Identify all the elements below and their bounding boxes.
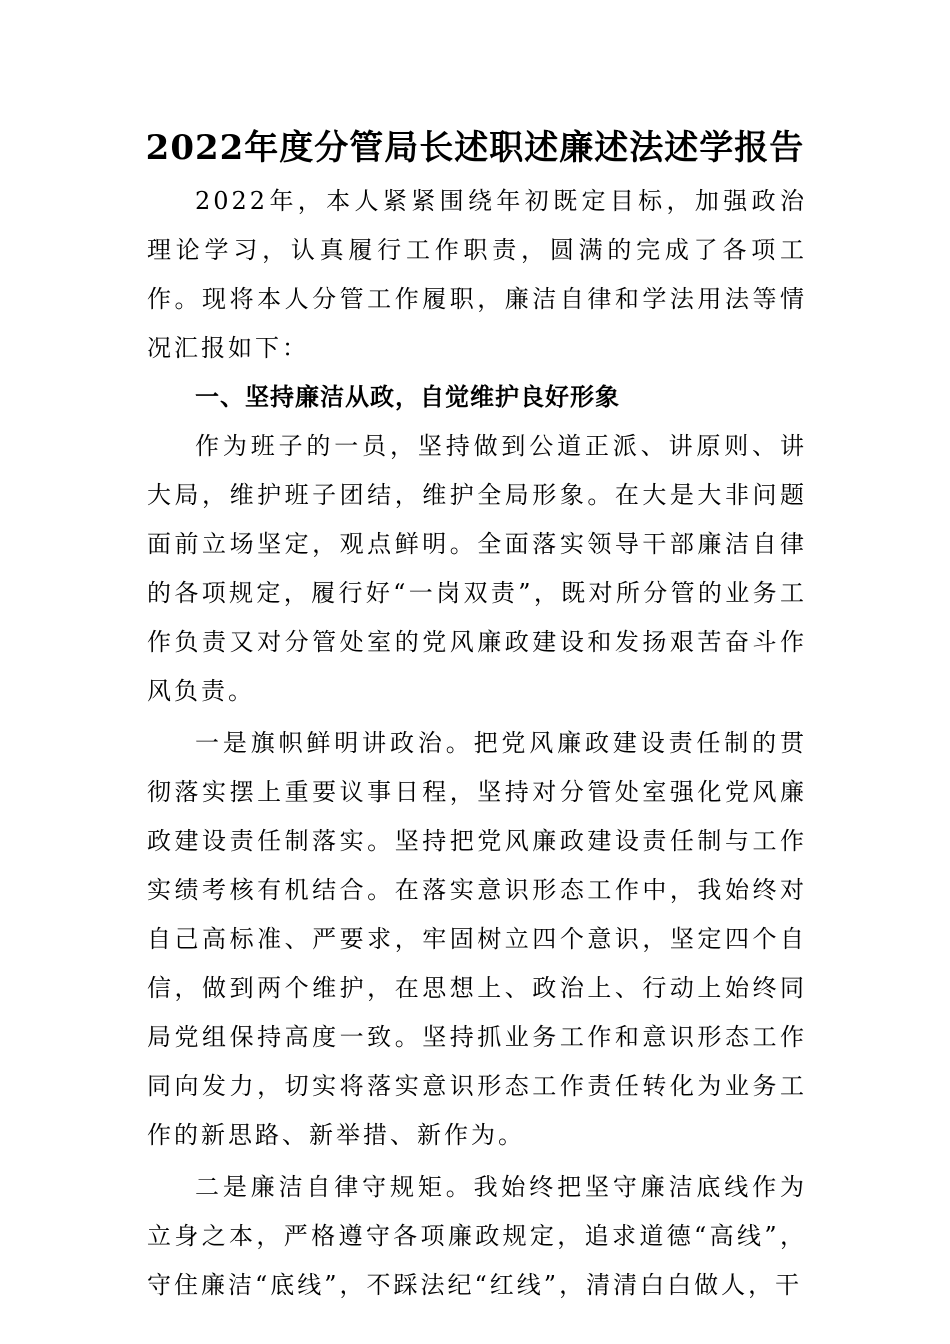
document-title: 2022年度分管局长述职述廉述法述学报告 <box>145 128 805 168</box>
section-heading: 一、坚持廉洁从政，自觉维护良好形象 <box>195 383 620 411</box>
document-body <box>147 177 807 1310</box>
paragraph-3: 二是廉洁自律守规矩。我始终把坚守廉洁底线作为立身之本，严格遵守各项廉政规定，追求道德“高线”，守住廉洁“底线”，不踩法纪“红线”，清清白白做人，干 <box>147 1173 807 1299</box>
intro-paragraph: 2022年，本人紧紧围绕年初既定目标，加强政治理论学习，认真履行工作职责，圆满的完成了各项工作。现将本人分管工作履职，廉洁自律和学法用法等情况汇报如下： <box>147 187 807 362</box>
paragraph-2: 一是旗帜鲜明讲政治。把党风廉政建设责任制的贯彻落实摆上重要议事日程，坚持对分管处室强化党风廉政建设责任制落实。坚持把党风廉政建设责任制与工作实绩考核有机结合。在落实意识形态工作中，我始终对自己高标准、严要求，牢固树立四个意识，坚定四个自信，做到两个维护，在思想上、政治上、行动上始终同局党组保持高度一致。坚持抓业务工作和意识形态工作同向发力，切实将落实意识形态工作责任转化为业务工作的新思路、新举措、新作为。 <box>147 729 807 1149</box>
paragraph-1: 作为班子的一员，坚持做到公道正派、讲原则、讲大局，维护班子团结，维护全局形象。在大是大非问题面前立场坚定，观点鲜明。全面落实领导干部廉洁自律的各项规定，履行好“一岗双责”，既对所分管的业务工作负责又对分管处室的党风廉政建设和发扬艰苦奋斗作风负责。 <box>147 432 807 705</box>
